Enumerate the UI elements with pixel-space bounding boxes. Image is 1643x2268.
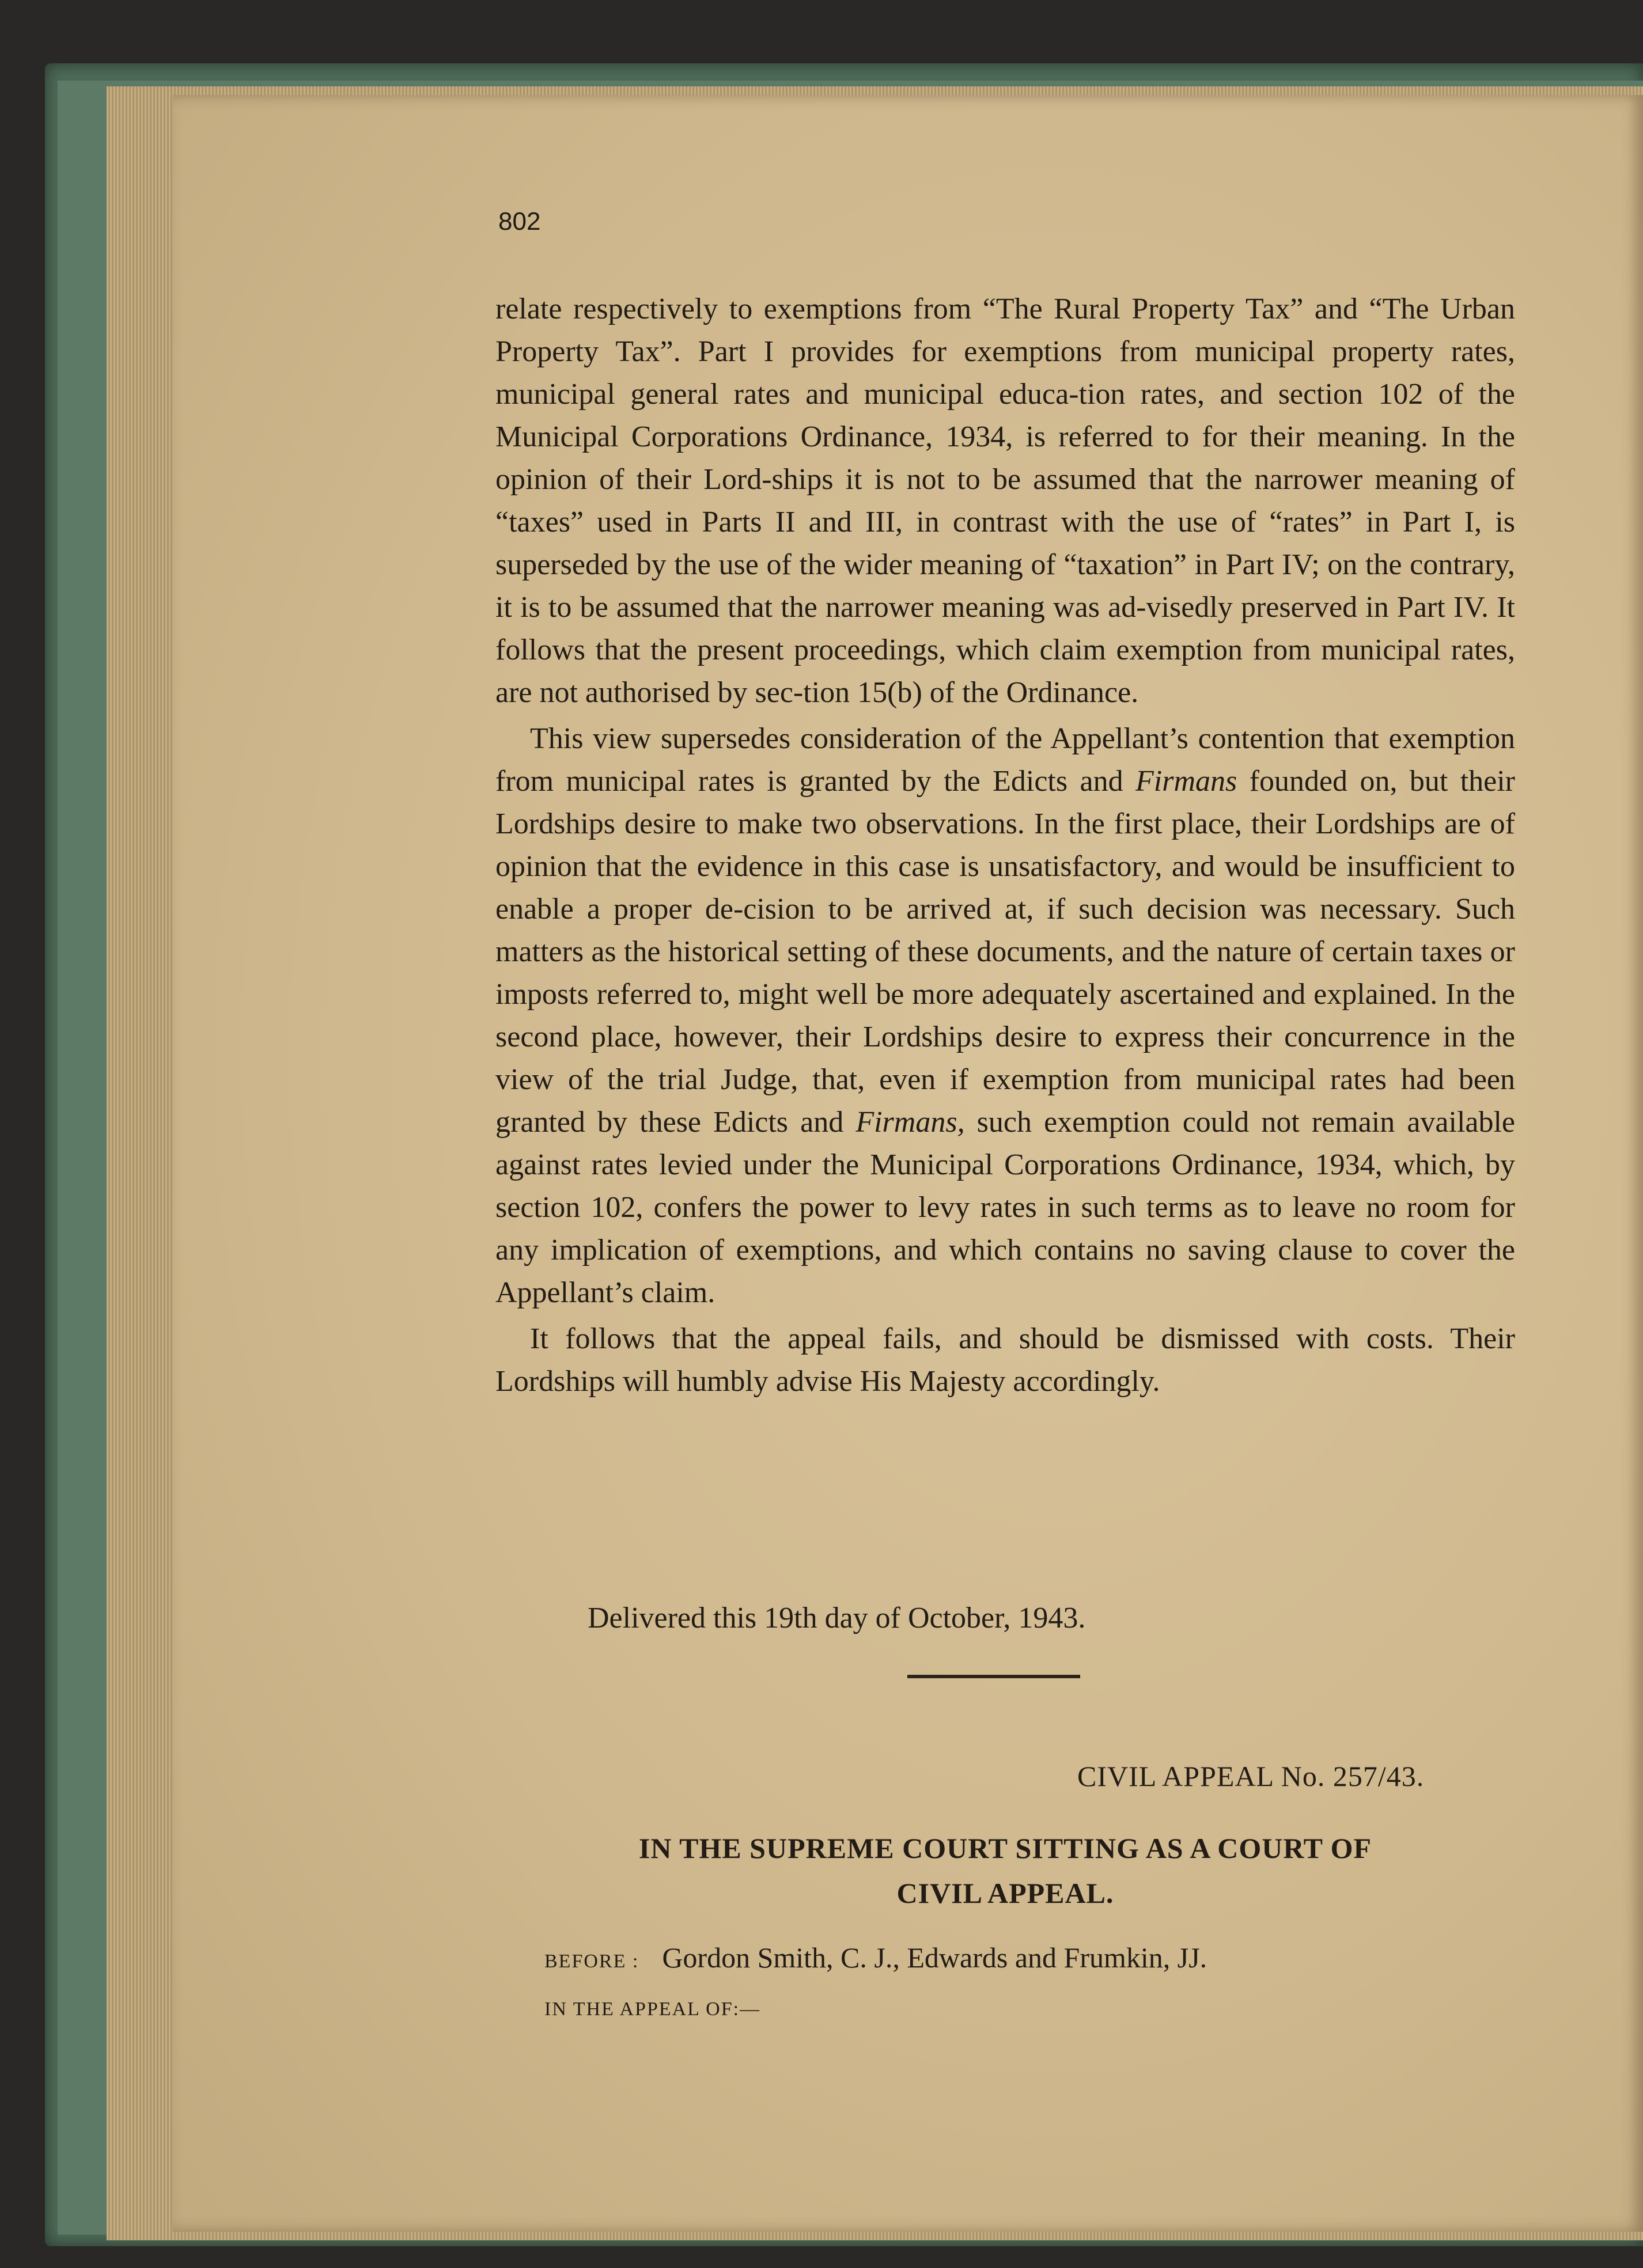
- paragraph-2-part-a: This view supersedes consideration of the Appellant’s contention that exemption from municipal rates is granted by the Edicts and: [495, 722, 1515, 798]
- delivered-date-line: Delivered this 19th day of October, 1943.: [588, 1602, 1086, 1634]
- court-heading: [495, 1826, 1515, 1916]
- court-heading-line-2: CIVIL APPEAL.: [896, 1877, 1114, 1909]
- in-the-appeal-of-label: IN THE APPEAL OF:—: [544, 1998, 761, 2020]
- before-line: [544, 1941, 1207, 1974]
- body-text: [495, 288, 1515, 1403]
- court-heading-line-1: IN THE SUPREME COURT SITTING AS A COURT OF: [638, 1832, 1372, 1864]
- before-label: BEFORE :: [544, 1951, 639, 1972]
- firmans-italic-1: Firmans: [1135, 765, 1237, 798]
- paragraph-2-part-e: such exemption could not remain available against rates levied under the Municipal Corporations Ordinance, 1934, which, by section 102, confers the power to levy rates in such terms as to leave no room for any implication of exemptions, and which contains no saving clause to cover the Appellant’s claim.: [495, 1106, 1516, 1309]
- paragraph-2: [495, 718, 1515, 1314]
- paragraph-3: It follows that the appeal fails, and should be dismissed with costs. Their Lordships will humbly advise His Majesty accordingly.: [495, 1322, 1515, 1398]
- judges-names: Gordon Smith, C. J., Edwards and Frumkin, JJ.: [662, 1941, 1207, 1974]
- paragraph-2-part-c: founded on, but their Lordships desire to make two observations. In the first place, their Lordships are of opinion that the evidence in this case is unsatisfactory, and would be insufficient to enable a proper de-cision to be arrived at, if such decision was necessary. Such matters as the historical setting of these documents, and the nature of certain taxes or imposts referred to, might well be more adequately ascertained and explained. In the second place, however, their Lordships desire to express their concurrence in the view of the trial Judge, that, even if exemption from municipal rates had been granted by these Edicts and: [495, 765, 1515, 1139]
- section-divider-rule: [907, 1675, 1080, 1678]
- page-number: 802: [498, 207, 541, 236]
- firmans-italic-2: Firmans,: [855, 1106, 965, 1139]
- civil-appeal-number: CIVIL APPEAL No. 257/43.: [1077, 1760, 1425, 1792]
- paragraph-1: relate respectively to exemptions from “The Rural Property Tax” and “The Urban Property Tax”. Part I provides for exemptions from municipal property rates, municipal general rates and municipal educa-tion rates, and section 102 of the Municipal Corporations Ordinance, 1934, is referred to for their meaning. In the opinion of their Lord-ships it is not to be assumed that the narrower meaning of “taxes” used in Parts II and III, in contrast with the use of “rates” in Part I, is superseded by the use of the wider meaning of “taxation” in Part IV; on the contrary, it is to be assumed that the narrower meaning was ad-visedly preserved in Part IV. It follows that the present proceedings, which claim exemption from municipal rates, are not authorised by sec-tion 15(b) of the Ordinance.: [495, 293, 1515, 709]
